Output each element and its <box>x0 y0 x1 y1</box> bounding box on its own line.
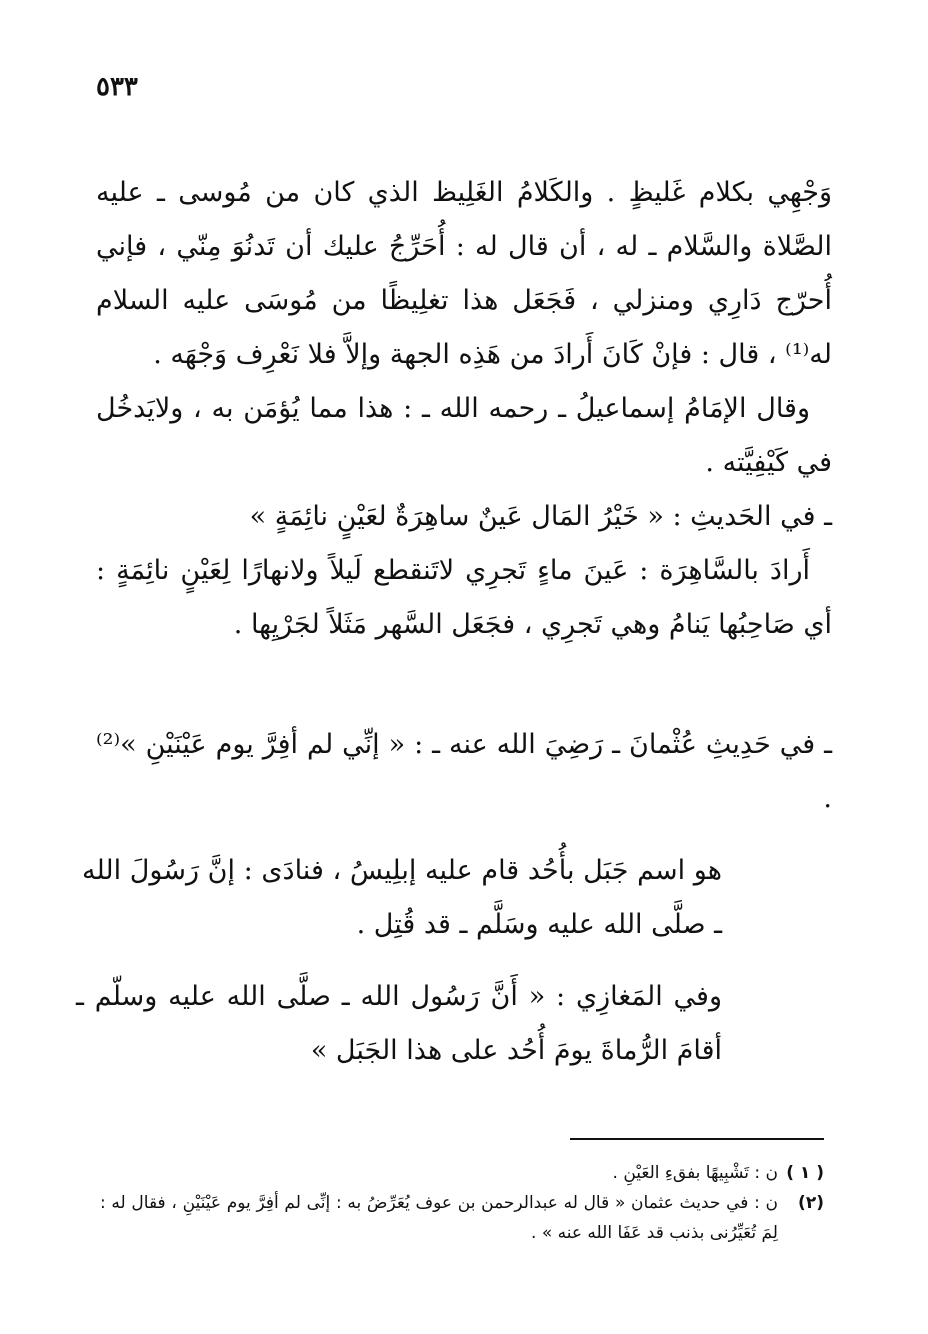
footnote-1-text: ن : تَشْبِيهًا بفقءِ العَيْنِ . <box>612 1163 778 1183</box>
paragraph-4: أَرادَ بالسَّاهِرَة : عَينَ ماءٍ تَجرِي لاتَنقطع لَيلاً ولانهارًا لِعَيْنٍ نائِمَةٍ : أي صَاحِبُها يَنامُ وهي تَجرِي ، فجَعَل السَّهر مَثَلاً لجَرْيِها . <box>96 555 832 640</box>
paragraph-5: ـ في حَدِيثِ عُثْمانَ ـ رَضِيَ الله عنه ـ : « إنِّي لم أفِرَّ يوم عَيْنَيْنِ »⁽²⁾ . <box>96 729 832 814</box>
paragraph-1: وَجْهِي بكلام غَليظٍ . والكَلامُ الغَلِيظ الذي كان من مُوسى ـ عليه الصَّلاة والسَّلام ـ له ، أن قال له : أُحَرِّجُ عليك أن تَدنُوَ مِنّي ، فإني أُحرّج دَارِي ومنزلي ، فَجَعَل هذا تغلِيظًا من مُوسَى عليه السلام له⁽¹⁾ ، قال : فإنْ كَانَ أَرادَ من هَذِه الجهة وإلاَّ فلا نَعْرِف وَجْهَه . <box>96 177 832 370</box>
footnotes <box>100 1158 824 1248</box>
page-number: ٥٣٣ <box>96 72 138 102</box>
footnote-divider <box>570 1138 824 1140</box>
entry-block-4 <box>76 970 722 1078</box>
footnote-1-number: ( ١ ) <box>786 1163 824 1183</box>
footnote-2 <box>100 1188 824 1248</box>
paragraph-6: هو اسم جَبَل بأُحُد قام عليه إبلِيسُ ، فنادَى : إنَّ رَسُولَ الله ـ صلَّى الله عليه وسَلَّم ـ قد قُتِل . <box>82 855 722 940</box>
entry-block-3 <box>82 844 722 952</box>
entry-block-1 <box>96 166 832 652</box>
paragraph-2: وقال الإمَامُ إسماعيلُ ـ رحمه الله ـ : هذا مما يُؤمَن به ، ولايَدخُل في كَيْفِيَّته . <box>96 393 832 478</box>
paragraph-3: ـ في الحَديثِ : « خَيْرُ المَال عَينٌ ساهِرَةٌ لعَيْنٍ نائِمَةٍ » <box>249 501 832 532</box>
footnote-2-number: (٢) <box>798 1193 824 1213</box>
footnote-1 <box>100 1158 824 1188</box>
footnote-2-text: ن : في حديث عثمان « قال له عبدالرحمن بن عوف يُعَرِّضُ به : إنِّى لم أفِرَّ يوم عَيْنَيْنِ ، فقال له : لِمَ تُعَيِّرُنى بذنب قد عَفَا الله عنه » . <box>100 1193 778 1243</box>
paragraph-7: وفي المَغازِي : « أَنَّ رَسُول الله ـ صلَّى الله عليه وسلّم ـ أقامَ الرُّماةَ يومَ أُحُد على هذا الجَبَل » <box>76 981 722 1066</box>
entry-block-2 <box>96 718 832 826</box>
